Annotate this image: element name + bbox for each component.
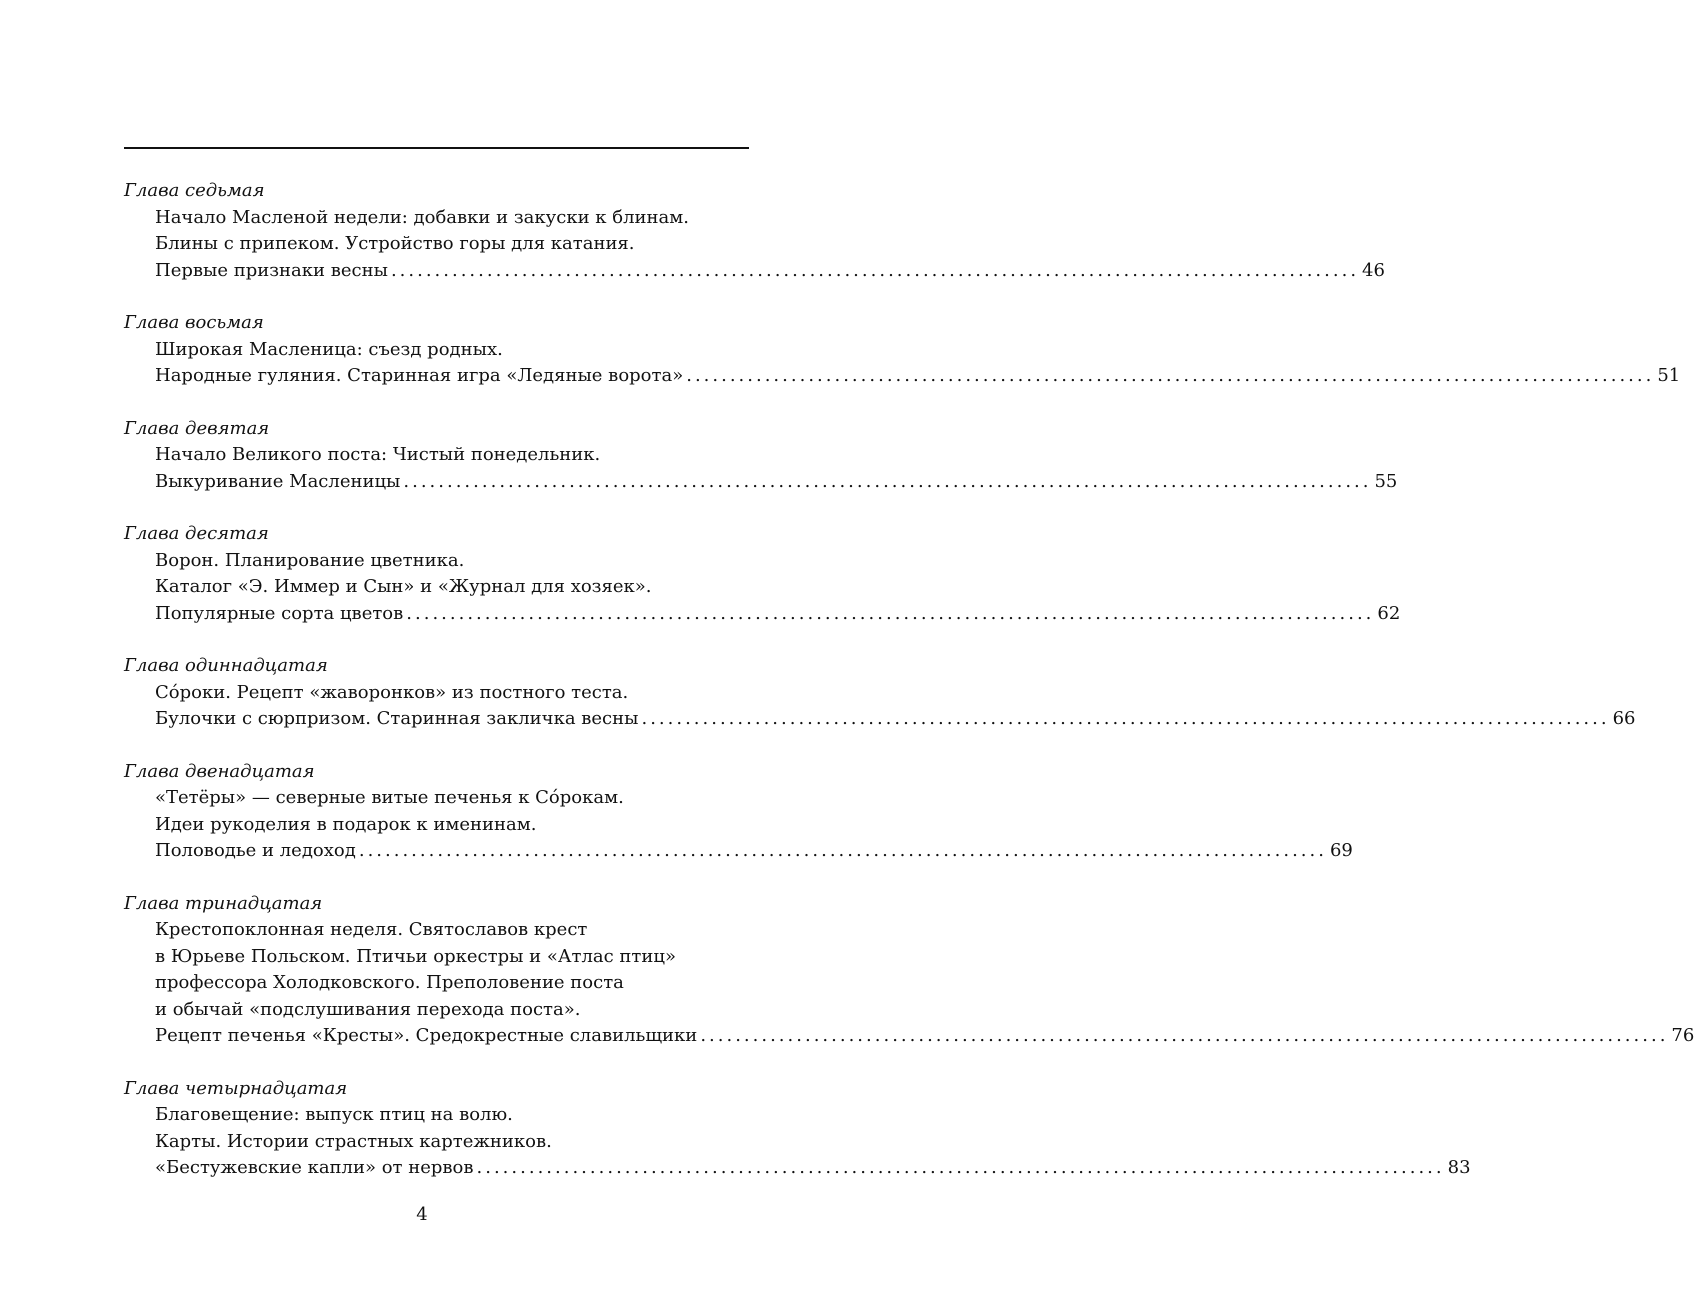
entry-line: Карты. Истории страстных картежников. xyxy=(155,1130,552,1152)
dot-leader xyxy=(356,838,1330,865)
chapter-entry xyxy=(124,759,1353,865)
entry-line: и обычай «подслушивания перехода поста». xyxy=(155,998,581,1020)
entry-text: Первые признаки весны xyxy=(155,259,388,281)
dot-leader xyxy=(388,258,1362,285)
entry-line: Блины с припеком. Устройство горы для катания. xyxy=(155,233,635,254)
entry-line: Каталог «Э. Иммер и Сын» и «Журнал для хозяек». xyxy=(155,576,652,597)
entry-line: Благовещение: выпуск птиц на волю. xyxy=(155,1104,513,1125)
entry-line: Широкая Масленица: съезд родных. xyxy=(155,338,503,360)
page-number: 69 xyxy=(1329,840,1353,861)
entry-line: Со́роки. Рецепт «жаворонков» из постного теста. xyxy=(155,681,629,703)
chapter-title: Глава тринадцатая xyxy=(124,892,323,914)
entry-line: «Тетёры» — северные витые печенья к Со́рокам. xyxy=(155,787,624,808)
entry-text: Выкуривание Масленицы xyxy=(155,470,401,492)
chapter-entry xyxy=(124,891,1694,1050)
entry-line-with-page xyxy=(124,601,1401,628)
chapter-entry xyxy=(124,521,1401,627)
chapter-entry xyxy=(124,653,1636,733)
chapter-entry xyxy=(124,416,1398,496)
page-number: 46 xyxy=(1362,259,1385,281)
page-number: 55 xyxy=(1374,470,1398,492)
entry-text: Половодье и ледоход xyxy=(155,840,356,861)
chapter-entry xyxy=(124,1076,1471,1182)
entry-line: Идеи рукоделия в подарок к именинам. xyxy=(155,813,537,835)
entry-line-with-page xyxy=(124,469,1398,496)
entry-line-with-page xyxy=(124,363,1681,390)
page-number: 51 xyxy=(1657,365,1681,386)
entry-text: «Бестужевские капли» от нервов xyxy=(155,1157,474,1178)
dot-leader xyxy=(638,706,1612,733)
entry-line-with-page xyxy=(124,258,1385,285)
entry-text: Булочки с сюрпризом. Старинная закличка весны xyxy=(155,708,639,729)
entry-line-with-page xyxy=(124,1155,1471,1182)
chapter-entry xyxy=(124,310,1681,390)
top-rule xyxy=(124,147,749,149)
page-number: 62 xyxy=(1377,602,1401,624)
chapter-title: Глава десятая xyxy=(124,523,269,544)
entry-text: Рецепт печенья «Кресты». Средокрестные славильщики xyxy=(155,1025,698,1046)
entry-line-with-page xyxy=(124,706,1636,733)
dot-leader xyxy=(683,363,1657,390)
chapter-title: Глава двенадцатая xyxy=(124,760,315,782)
entry-line-with-page xyxy=(124,838,1353,865)
dot-leader xyxy=(403,601,1377,628)
entry-text: Популярные сорта цветов xyxy=(155,602,404,624)
entry-line: Начало Великого поста: Чистый понедельник. xyxy=(155,444,601,465)
chapter-title: Глава четырнадцатая xyxy=(124,1077,348,1099)
page-number: 66 xyxy=(1612,708,1636,729)
dot-leader xyxy=(474,1155,1448,1182)
chapter-title: Глава одиннадцатая xyxy=(124,655,328,676)
entry-text: Народные гуляния. Старинная игра «Ледяные ворота» xyxy=(155,365,684,386)
entry-line: в Юрьеве Польском. Птичьи оркестры и «Атлас птиц» xyxy=(155,945,676,967)
table-of-contents xyxy=(124,178,1694,1208)
page-folio: 4 xyxy=(416,1204,428,1225)
chapter-title: Глава девятая xyxy=(124,417,270,439)
chapter-title: Глава седьмая xyxy=(124,180,265,201)
page-number: 76 xyxy=(1671,1025,1694,1046)
chapter-title: Глава восьмая xyxy=(124,312,264,333)
entry-line: Начало Масленой недели: добавки и закуски к блинам. xyxy=(155,206,689,228)
entry-line: профессора Холодковского. Преполовение поста xyxy=(155,972,624,993)
entry-line: Ворон. Планирование цветника. xyxy=(155,549,465,571)
page-number: 83 xyxy=(1447,1157,1471,1178)
entry-line-with-page xyxy=(124,1023,1694,1050)
chapter-entry xyxy=(124,178,1385,284)
entry-line: Крестопоклонная неделя. Святославов крест xyxy=(155,919,588,940)
dot-leader xyxy=(400,469,1374,496)
dot-leader xyxy=(697,1023,1671,1050)
